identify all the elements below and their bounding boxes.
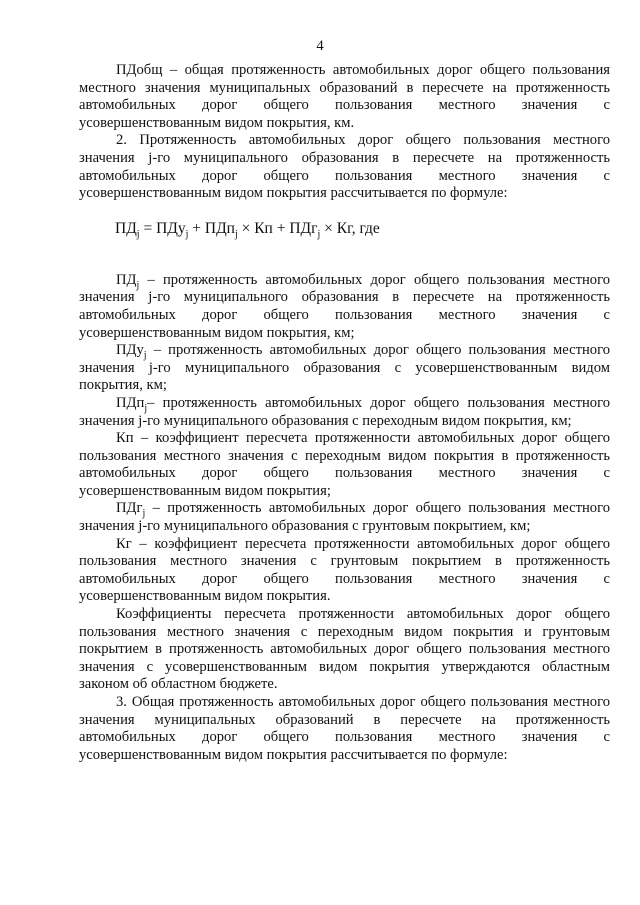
formula-plus: +	[188, 219, 205, 237]
symbol: ПДг	[116, 500, 143, 517]
symbol: Кг	[116, 535, 132, 552]
page-number: 4	[316, 38, 324, 54]
paragraph-section-3: 3. Общая протяженность автомобильных дорог общего пользования местного значения муниципальных образований в пересчете на протяженность автомобильных дорог общего пользования местного значения с усовершенствованным видом покрытия рассчитывается по формуле:	[79, 694, 610, 763]
symbol-subscript: j	[143, 350, 147, 362]
symbol-subscript: j	[142, 508, 146, 520]
formula-subscript: j	[234, 228, 238, 240]
definition-text: – протяженность автомобильных дорог общего пользования местного значения j-го муниципального образования с грунтовым покрытием, км;	[79, 500, 610, 535]
symbol: ПДу	[116, 342, 144, 359]
symbol: ПДп	[116, 394, 145, 411]
definition-kg	[79, 536, 610, 606]
definition-text: – коэффициент пересчета протяженности автомобильных дорог общего пользования местного значения с переходным видом покрытия в протяженность автомобильных дорог общего пользования местного значения с усовершенствованным видом покрытия;	[79, 430, 610, 499]
formula-subscript: j	[317, 228, 321, 240]
definition-pdpj	[79, 395, 610, 430]
definition-pdj	[79, 272, 610, 342]
symbol-subscript: j	[136, 279, 140, 291]
formula-times-kp: × Кп +	[237, 219, 290, 237]
definition-pduj	[79, 342, 610, 395]
definition-kp	[79, 430, 610, 500]
definition-text: – протяженность автомобильных дорог общего пользования местного значения j-го муниципального образования с усовершенствованным видом покрытия, км;	[79, 342, 610, 394]
formula-subscript: j	[185, 228, 189, 240]
formula-lhs: ПД	[115, 219, 137, 237]
symbol: Кп	[116, 430, 134, 447]
formula-equals: =	[139, 219, 157, 237]
paragraph-pdobsch-definition	[79, 62, 610, 132]
definition-text: – протяженность автомобильных дорог общего пользования местного значения j-го муниципального образования в пересчете на протяженность автомобильных дорог общего пользования местного значения с усовершенствованным видом покрытия, км;	[79, 271, 610, 341]
formula-term-pdp: ПДп	[204, 219, 235, 237]
definition-text: – коэффициент пересчета протяженности автомобильных дорог общего пользования местного значения с грунтовым покрытием в протяженность автомобильных дорог общего пользования местного значения с усовершенствованным видом покрытия.	[79, 535, 610, 605]
paragraph-coefficients: Коэффициенты пересчета протяженности автомобильных дорог общего пользования местного значения с переходным видом покрытия и грунтовым покрытием в протяженность автомобильных дорог общего пользования местного значения с усовершенствованным видом покрытия утверждаются областным законом об областном бюджете.	[79, 606, 610, 693]
formula-times-kg: × Кг, где	[320, 219, 380, 237]
symbol-subscript: j	[144, 402, 148, 414]
formula-pdj	[115, 218, 610, 240]
symbol-pdobsch: ПДобщ	[116, 62, 163, 78]
definition-pdgj	[79, 500, 610, 535]
formula-subscript: j	[136, 228, 140, 240]
symbol: ПД	[116, 271, 137, 288]
definition-text: – общая протяженность автомобильных дорог общего пользования местного значения муниципальных образований в пересчете на протяженность автомобильных дорог общего пользования местного значения с усовершенствованным видом покрытия, км.	[79, 62, 610, 131]
definition-text: – протяженность автомобильных дорог общего пользования местного значения j-го муниципального образования с переходным видом покрытия, км;	[79, 394, 610, 429]
paragraph-section-2: 2. Протяженность автомобильных дорог общего пользования местного значения j-го муниципального образования в пересчете на протяженность автомобильных дорог общего пользования местного значения с усовершенствованным видом покрытия рассчитывается по формуле:	[79, 132, 610, 202]
document-body	[79, 62, 610, 764]
formula-term-pdg: ПДг	[289, 219, 318, 237]
formula-term-pdu: ПДу	[156, 219, 186, 237]
